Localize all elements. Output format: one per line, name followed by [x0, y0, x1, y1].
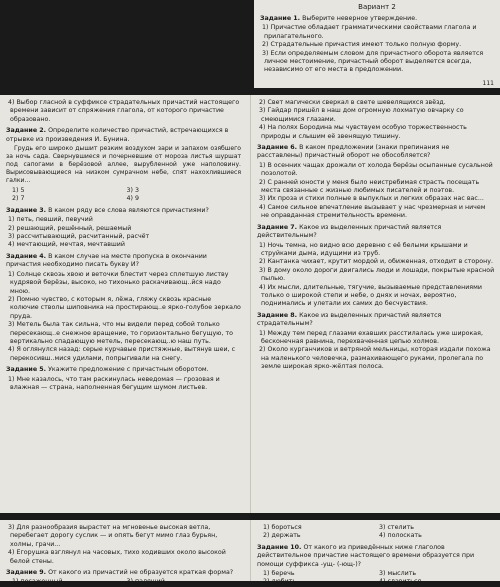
q9-title: Задание 9. [6, 569, 47, 577]
q1-title: Задание 1. [260, 15, 301, 22]
right-column [250, 95, 500, 513]
q3-item: 4) мечтающий, мечтая, мечтавший [8, 241, 125, 249]
variant-heading: Вариант 2 [358, 3, 396, 11]
q8-item: 2) Около курганчиков и ветряной мельницы, которая издали похожа на маленького человечка, размахивающего руками, пролегала по земле широкая ярко-жёлтая полоса. [259, 346, 491, 371]
q9-option: 1) посаженный [12, 578, 63, 586]
q9-text: От какого из причастий не образуется краткая форма? [48, 569, 234, 577]
q10-title: Задание 10. [257, 543, 302, 551]
q6-text: В каком предложении (знаки препинания не расставлены) причастный оборот не обособляется? [257, 144, 450, 160]
q9-options [12, 578, 241, 586]
q8-item: 1) Между тем перед глазами ехавших расстилалась уже широкая, бесконечная равнина, перехваченная цепью холмов. [259, 329, 483, 345]
q9-cont-options [263, 524, 495, 541]
carryover-item: 4) Егорушка взглянул на часовых, тихо ходивших около высокой белой стены. [8, 549, 226, 565]
q2-text: Определите количество причастий, встречающихся в отрывке из произведения И. Бунина. [6, 127, 229, 143]
q4-item: 4) Я оглянулся назад: серые курчавые пристяжные, вытянув шеи, с перекосивш..мися удилами, попрыгивали на снегу. [8, 346, 236, 362]
q10-options [263, 570, 495, 587]
option: 2) держать [263, 532, 301, 540]
q5-title: Задание 5. [6, 366, 47, 374]
q3-item: 3) рассчитывающий, расчитанный, расчёт [8, 233, 150, 241]
q3-text: В каком ряду все слова являются причастиями? [48, 206, 209, 214]
q7-text: Какое из выделенных причастий является действительным? [257, 223, 442, 240]
q4-item: 2) Помню чувство, с которым я, лёжа, гляжу сквозь красные колючие стволы шиповника на простирающ..е ярко-голубое зеркало пруда. [8, 295, 241, 320]
q4-text: В каком случае на месте пропуска в окончании причастия необходимо писать букву И? [6, 252, 207, 269]
carryover-item: 4) Выбор гласной в суффиксе страдательных причастий настоящего времени зависит от спряжения глагола, от которого причастие образовано. [8, 99, 240, 123]
carryover-item: 3) Для разнообразия вырастет на мгновенье высокая ветла, перебегает дорогу суслик — и опять бегут мимо глаз бурьян, холмы, грачи... [8, 524, 218, 548]
q6-item: 1) В осенних чащах дрожали от холода берёзы осыпанные сусальной позолотой. [259, 161, 493, 178]
q7-title: Задание 7. [257, 223, 298, 231]
q10-option: 2) любить [263, 578, 297, 586]
q6-title: Задание 6. [257, 144, 298, 152]
q7-item: 4) Их мысли, длительные, тягучие, вызываемые представлениями только о широкой степи и небе, о днях и ночах, вероятно, поднимались и улетали их самих до бесчувствия. [259, 283, 482, 308]
page-fragment-top [254, 0, 500, 88]
option: 3) стелить [379, 524, 414, 531]
q2-options [12, 187, 241, 204]
q1-item: 3) Если определяемым словом для причастного оборота является личное местоимение, причастный оборот выделяется всегда, независимо от его места в предложении. [262, 49, 484, 74]
right-column [250, 520, 500, 586]
option: 4) полоскать [379, 532, 422, 540]
q2-option: 1) 5 [12, 187, 25, 195]
q7-item: 1) Ночь темна, но видно всю деревню с её белыми крышами и струйками дыма, идущими из труб. [259, 241, 468, 257]
page-bottom-spread [0, 520, 500, 586]
q2-option: 3) 3 [126, 187, 139, 195]
q10-option: 1) беречь [263, 570, 295, 578]
q8-text: Какое из выделенных причастий является страдательным? [257, 311, 442, 328]
q3-title: Задание 3. [6, 206, 47, 214]
q10-option: 3) мыслить [379, 570, 417, 578]
page-number: 111 [482, 80, 494, 87]
q6-item: 3) Их проза и стихи полные в выпуклых и легких образах нас вас... [259, 195, 484, 203]
q7-item: 2) Кантанка чихает, крутит мордой и, обиженная, отходит в сторону. [259, 258, 493, 266]
q2-title: Задание 2. [6, 127, 47, 135]
carryover-item: 4) На полях Бородина мы чувствуем особую торжественность природы и слышим её звенящую тишину. [259, 124, 467, 140]
q4-title: Задание 4. [6, 252, 47, 260]
q1-item: 1) Причастие обладает грамматическими свойствами глагола и прилагательного. [262, 24, 477, 40]
q4-item: 3) Метель была так сильна, что мы видели перед собой только пересекающ..е снежное вращение, то горизонтально бегущую, то вертикально спадающую метель, пересекающ..ю наш путь. [8, 321, 233, 345]
q6-item: 2) С ранней юности у меня было неистребимая страсть посещать места связанные с жизнью любимых писателей и поэтов. [259, 178, 480, 195]
q2-option: 2) 7 [12, 195, 25, 203]
q10-text: От какого из приведённых ниже глаголов действительное причастие настоящего времени образуется при помощи суффикса -ущ- (-ющ-)? [257, 543, 475, 568]
q3-item: 2) решающий, решённый, решаемый [8, 224, 132, 232]
q9-option: 3) палящий [126, 578, 165, 586]
page-main-spread [0, 95, 500, 513]
q5-item: 1) Мне казалось, что там раскинулась неведомая — грозовая и влажная — страна, наполненная бегущим шумом листьев. [8, 375, 220, 391]
option: 1) бороться [263, 524, 302, 531]
q5-text: Укажите предложение с причастным оборотом. [48, 366, 209, 374]
carryover-item: 3) Гайдар пришёл в наш дом огромную лохматую овчарку со смеющимися глазами. [259, 107, 464, 123]
q8-title: Задание 8. [257, 311, 298, 319]
q3-item: 1) петь, певший, певучий [8, 216, 93, 224]
q1-item: 2) Страдательные причастия имеют только полную форму. [262, 41, 462, 49]
left-column [0, 520, 246, 586]
q2-option: 4) 9 [126, 195, 139, 203]
q10-option: 4) славиться [379, 578, 422, 586]
carryover-item: 2) Свет магически сверкал в свете шевелящихся звёзд. [259, 99, 446, 106]
q4-item: 1) Солнце сквозь хвою и веточки блестит через сплетшую листву кудрявой берёзы, высоко, но тихонько раскачивающ..йся надо мною. [8, 270, 229, 295]
q2-passage: Грудь его широко дышит резким воздухом зари и запахом озябшего за ночь сада. Свернувшиеся и почерневшие от мороза листья шуршат под сапогами в берёзовой аллее, вырубленной уже наполовину. Вырисовывающиеся на низком сумрачном небе, спят нахохлившиеся галки... [6, 145, 241, 185]
q7-item: 3) В дому около дороги двигались люди и лошади, покрытые красной пылью. [259, 266, 495, 283]
q6-item: 4) Самое сильное впечатление вызывает у нас чрезмерная и ничем не оправданная стремительность времени. [259, 203, 486, 220]
q1-text: Выберите неверное утверждение. [302, 15, 418, 22]
left-column [0, 95, 246, 513]
